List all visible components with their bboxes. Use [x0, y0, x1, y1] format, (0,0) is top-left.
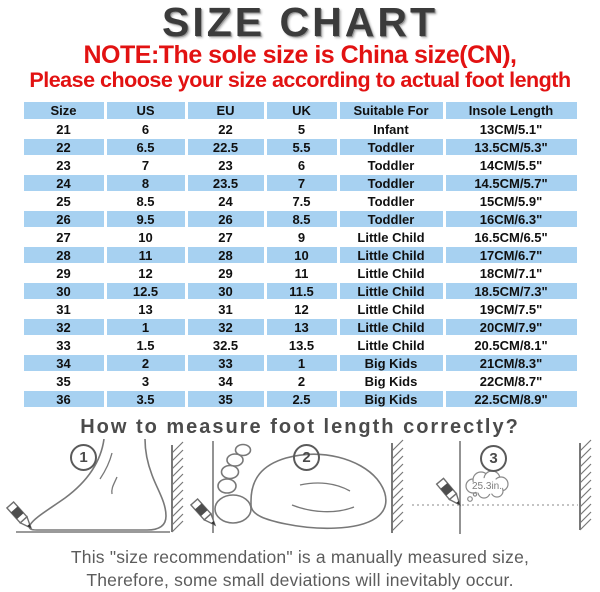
table-cell: 1	[267, 355, 337, 371]
table-row	[24, 193, 577, 209]
table-cell: 6.5	[107, 139, 185, 155]
table-cell: 35	[24, 373, 104, 389]
table-cell: 22.5CM/8.9"	[446, 391, 577, 407]
table-row	[24, 157, 577, 173]
table-cell: 32	[188, 319, 264, 335]
table-cell: 16.5CM/6.5"	[446, 229, 577, 245]
step-1-badge: 1	[70, 444, 97, 471]
size-table-body	[24, 121, 577, 407]
table-cell: 21	[24, 121, 104, 137]
table-cell: 34	[24, 355, 104, 371]
table-cell: 6	[267, 157, 337, 173]
table-row	[24, 373, 577, 389]
table-cell: 32.5	[188, 337, 264, 353]
table-cell: 33	[24, 337, 104, 353]
table-cell: Toddler	[340, 139, 443, 155]
table-cell: 30	[24, 283, 104, 299]
table-cell: 22.5	[188, 139, 264, 155]
table-cell: 32	[24, 319, 104, 335]
table-cell: 29	[24, 265, 104, 281]
table-cell: 23	[24, 157, 104, 173]
table-row	[24, 283, 577, 299]
table-cell: 1.5	[107, 337, 185, 353]
table-cell: 7	[107, 157, 185, 173]
table-cell: Toddler	[340, 157, 443, 173]
column-header: UK	[267, 102, 337, 119]
size-table	[21, 100, 580, 409]
measuring-diagrams	[0, 439, 600, 541]
footer-disclaimer	[0, 546, 600, 592]
table-cell: Little Child	[340, 319, 443, 335]
table-row	[24, 139, 577, 155]
table-cell: 19CM/7.5"	[446, 301, 577, 317]
table-row	[24, 391, 577, 407]
table-cell: 36	[24, 391, 104, 407]
table-cell: 13CM/5.1"	[446, 121, 577, 137]
table-cell: 8	[107, 175, 185, 191]
table-cell: 11.5	[267, 283, 337, 299]
table-cell: 3.5	[107, 391, 185, 407]
table-cell: 22	[188, 121, 264, 137]
table-cell: 10	[267, 247, 337, 263]
table-cell: 27	[24, 229, 104, 245]
step-2-badge: 2	[293, 444, 320, 471]
table-cell: 10	[107, 229, 185, 245]
table-cell: Big Kids	[340, 391, 443, 407]
table-cell: 31	[24, 301, 104, 317]
table-cell: Little Child	[340, 337, 443, 353]
table-cell: 27	[188, 229, 264, 245]
table-cell: Little Child	[340, 283, 443, 299]
table-row	[24, 337, 577, 353]
table-cell: 5.5	[267, 139, 337, 155]
table-cell: Toddler	[340, 193, 443, 209]
table-cell: 21CM/8.3"	[446, 355, 577, 371]
table-cell: 14CM/5.5"	[446, 157, 577, 173]
table-row	[24, 175, 577, 191]
table-cell: Big Kids	[340, 355, 443, 371]
table-cell: 20.5CM/8.1"	[446, 337, 577, 353]
table-cell: 5	[267, 121, 337, 137]
table-cell: 7.5	[267, 193, 337, 209]
table-cell: 20CM/7.9"	[446, 319, 577, 335]
note-line-1: NOTE:The sole size is China size(CN),	[83, 41, 517, 69]
table-cell: 3	[107, 373, 185, 389]
table-cell: Infant	[340, 121, 443, 137]
column-header: EU	[188, 102, 264, 119]
table-cell: Big Kids	[340, 373, 443, 389]
table-cell: Toddler	[340, 211, 443, 227]
table-cell: 29	[188, 265, 264, 281]
table-cell: 23	[188, 157, 264, 173]
measurement-bubble-label: 25.3in.	[471, 481, 503, 492]
table-cell: 24	[24, 175, 104, 191]
column-header: Suitable For	[340, 102, 443, 119]
table-row	[24, 121, 577, 137]
table-cell: 28	[188, 247, 264, 263]
table-row	[24, 355, 577, 371]
table-cell: 13.5CM/5.3"	[446, 139, 577, 155]
measure-heading: How to measure foot length correctly?	[80, 416, 520, 438]
size-table-head	[24, 102, 577, 119]
table-cell: Little Child	[340, 247, 443, 263]
table-cell: 2	[267, 373, 337, 389]
table-row	[24, 247, 577, 263]
table-cell: 2.5	[267, 391, 337, 407]
table-cell: 12.5	[107, 283, 185, 299]
table-cell: 25	[24, 193, 104, 209]
table-row	[24, 319, 577, 335]
table-cell: 35	[188, 391, 264, 407]
table-cell: 6	[107, 121, 185, 137]
table-cell: 18.5CM/7.3"	[446, 283, 577, 299]
table-cell: 31	[188, 301, 264, 317]
table-cell: 2	[107, 355, 185, 371]
table-cell: 22CM/8.7"	[446, 373, 577, 389]
table-cell: 22	[24, 139, 104, 155]
page-title: SIZE CHART	[162, 0, 438, 45]
table-cell: 12	[107, 265, 185, 281]
table-row	[24, 211, 577, 227]
table-cell: 15CM/5.9"	[446, 193, 577, 209]
table-row	[24, 229, 577, 245]
footer-line-1: This "size recommendation" is a manually measured size,	[70, 547, 530, 567]
footer-line-2: Therefore, some small deviations will inevitably occur.	[86, 570, 514, 590]
table-cell: 28	[24, 247, 104, 263]
table-cell: 1	[107, 319, 185, 335]
table-cell: 8.5	[107, 193, 185, 209]
table-cell: 11	[267, 265, 337, 281]
table-cell: 13.5	[267, 337, 337, 353]
table-cell: 16CM/6.3"	[446, 211, 577, 227]
table-cell: 12	[267, 301, 337, 317]
step-3-badge: 3	[480, 445, 507, 472]
table-cell: 34	[188, 373, 264, 389]
table-cell: 26	[188, 211, 264, 227]
column-header: Size	[24, 102, 104, 119]
table-cell: 7	[267, 175, 337, 191]
table-cell: Little Child	[340, 301, 443, 317]
table-cell: Little Child	[340, 229, 443, 245]
note-line-2: Please choose your size according to actual foot length	[29, 68, 571, 92]
table-header-row	[24, 102, 577, 119]
figure-1-side-view	[16, 439, 183, 532]
table-cell: 11	[107, 247, 185, 263]
table-cell: 18CM/7.1"	[446, 265, 577, 281]
table-cell: 13	[267, 319, 337, 335]
column-header: Insole Length	[446, 102, 577, 119]
table-cell: 17CM/6.7"	[446, 247, 577, 263]
table-cell: 23.5	[188, 175, 264, 191]
table-row	[24, 301, 577, 317]
table-row	[24, 265, 577, 281]
table-cell: 26	[24, 211, 104, 227]
table-cell: 9.5	[107, 211, 185, 227]
table-cell: 30	[188, 283, 264, 299]
table-cell: 14.5CM/5.7"	[446, 175, 577, 191]
table-cell: 33	[188, 355, 264, 371]
table-cell: Toddler	[340, 175, 443, 191]
table-cell: 13	[107, 301, 185, 317]
table-cell: 24	[188, 193, 264, 209]
table-cell: Little Child	[340, 265, 443, 281]
table-cell: 8.5	[267, 211, 337, 227]
table-cell: 9	[267, 229, 337, 245]
column-header: US	[107, 102, 185, 119]
